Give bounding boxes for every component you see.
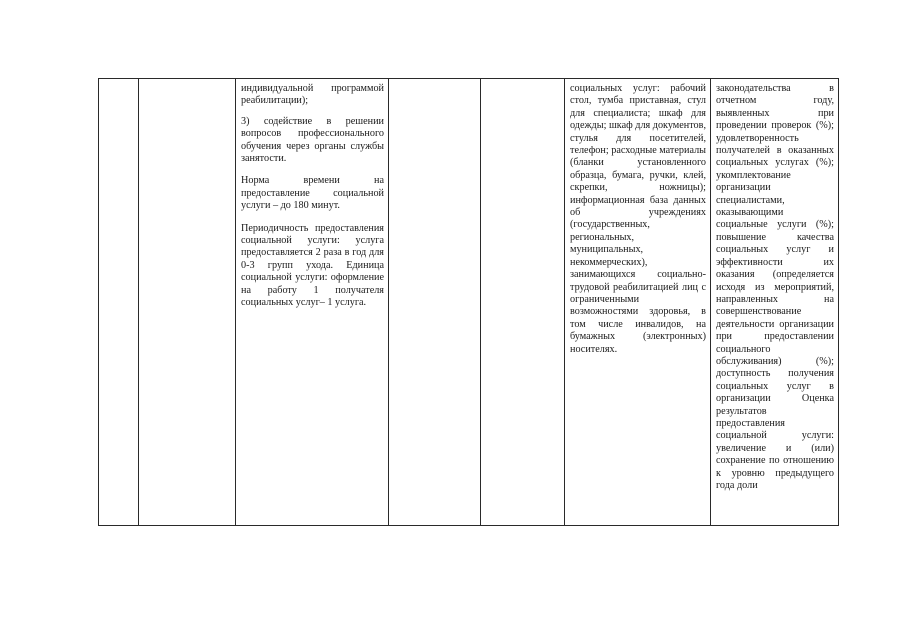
cell-service-description (236, 79, 389, 526)
services-table (98, 78, 839, 526)
table-row (99, 79, 839, 526)
paragraph: индивидуальной программой реабилитации); (241, 83, 384, 107)
paragraph: Норма времени на предоставление социальной услуги – до 180 минут. (241, 175, 384, 212)
cell-conditions (565, 79, 711, 526)
cell-empty-1 (389, 79, 481, 526)
cell-number (99, 79, 139, 526)
cell-quality-indicators (711, 79, 839, 526)
paragraph: социальных услуг: рабочий стол, тумба приставная, стул для специалиста; шкаф для одежды; шкаф для документов, стулья для посетителей, телефон; расходные материалы (бланки установленного образца, бумага, ручки, клей, скрепки, ножницы); информационная база данных об учреждениях (государственных, региональных, муниципальных, некоммерческих), занимающихся социально-трудовой реабилитацией лиц с ограниченными возможностями здоровья, в том числе инвалидов, на бумажных (электронных) носителях. (570, 83, 706, 355)
paragraph: Периодичность предоставления социальной услуги: услуга предоставляется 2 раза в год для 0-3 групп ухода. Единица социальной услуги: оформление на работу 1 получателя социальных услуг– 1 услуга. (241, 222, 384, 309)
paragraph: 3) содействие в решении вопросов профессионального обучения через органы службы занятости. (241, 115, 384, 165)
cell-empty-2 (481, 79, 565, 526)
paragraph: законодательства в отчетном году, выявленных при проведении проверок (%); удовлетворенность получателей в оказанных социальных услугах (%); укомплектование организации специалистами, оказывающими социальные услуги (%); повышение качества социальных услуг и эффективности их оказания (определяется исходя из мероприятий, направленных на совершенствование деятельности организации при предоставлении социального обслуживания) (%); доступность получения социальных услуг в организации Оценка результатов предоставления социальной услуги: увеличение и (или) сохранение по отношению к уровню предыдущего года доли (716, 83, 834, 491)
cell-service-name (139, 79, 236, 526)
